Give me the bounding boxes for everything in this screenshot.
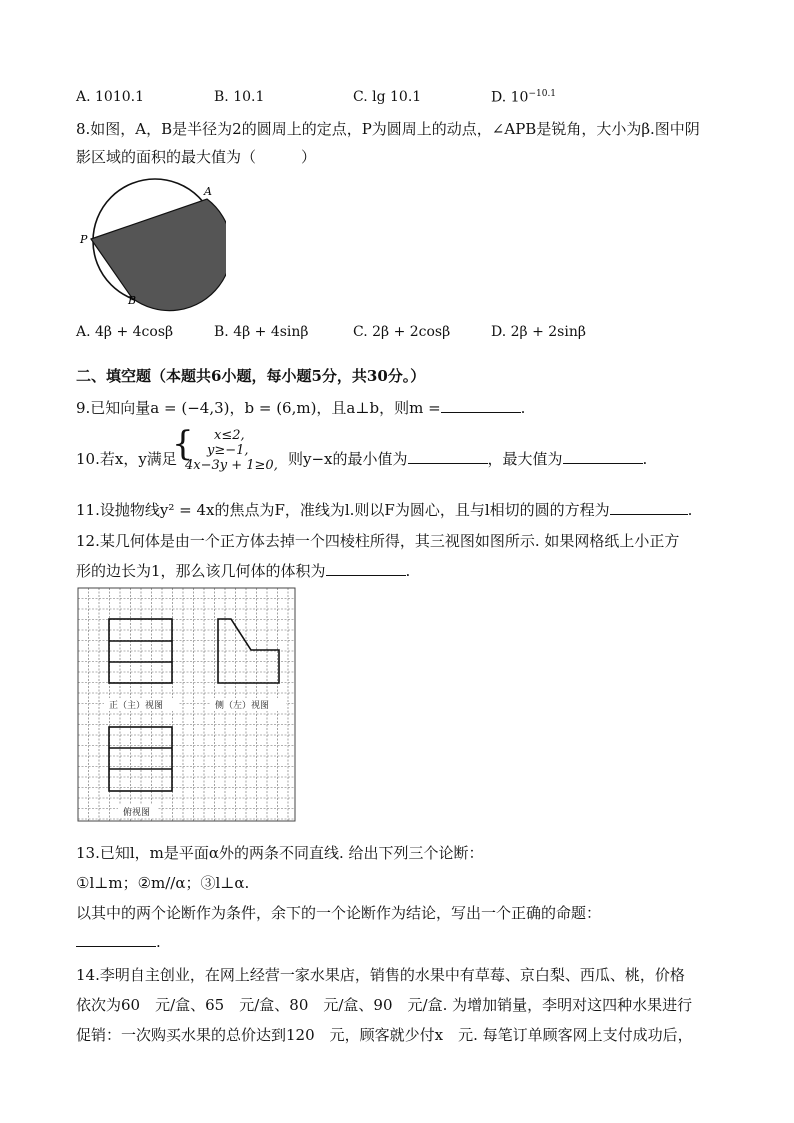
q12-top-view xyxy=(109,727,172,791)
q12-side-label: 侧（左）视图 xyxy=(215,701,270,711)
q8-label-p: P xyxy=(80,233,88,246)
section2-title: 二、填空题（本题共6小题，每小题5分，共30分。） xyxy=(76,367,426,385)
q13-line3: 以其中的两个论断作为条件，余下的一个论断作为结论，写出一个正确的命题： xyxy=(76,904,602,922)
q10-mid: 则y−x的最小值为 xyxy=(288,450,408,468)
q9 xyxy=(76,397,525,418)
q8-label-a: A xyxy=(204,185,212,198)
q11-answer-blank[interactable] xyxy=(610,500,688,515)
q10-brace: { xyxy=(172,424,194,464)
q7-option-b: B. 10.1 xyxy=(214,89,265,105)
q8-line2: 影区域的面积的最大值为（ ） xyxy=(76,148,317,166)
q12-top-label: 俯视图 xyxy=(123,808,151,818)
q14-line2: 依次为60 元/盒、65 元/盒、80 元/盒、90 元/盒. 为增加销量，李明对这四种水果进行 xyxy=(76,996,693,1014)
q8-option-a: A. 4β + 4cosβ xyxy=(76,324,174,340)
q13-end: . xyxy=(156,933,161,951)
q10-mid2: ，最大值为 xyxy=(487,450,563,468)
q13-answer-blank[interactable] xyxy=(76,932,156,947)
q10-cond3: 4x−3y + 1≥0, xyxy=(185,458,278,473)
q9-answer-blank[interactable] xyxy=(441,398,521,413)
q11-end: . xyxy=(687,501,693,519)
q13-line1: 13.已知l，m是平面α外的两条不同直线. 给出下列三个论断： xyxy=(76,844,484,862)
q11 xyxy=(76,499,692,520)
q12-text: 形的边长为1，那么该几何体的体积为 xyxy=(76,562,326,580)
q7-option-d-exponent: −10.1 xyxy=(528,89,557,99)
q12-front-label: 正（主）视图 xyxy=(109,701,164,711)
q12-line1: 12.某几何体是由一个正方体去掉一个四棱柱所得，其三视图如图所示. 如果网格纸上小正方 xyxy=(76,532,680,550)
q10-min-blank[interactable] xyxy=(408,449,488,464)
q10-cond1: x≤2, xyxy=(214,428,245,443)
q8-option-b: B. 4β + 4sinβ xyxy=(214,324,309,340)
q12-answer-blank[interactable] xyxy=(326,561,406,576)
q10-end: . xyxy=(642,450,648,468)
q10-max-blank[interactable] xyxy=(563,449,643,464)
q8-shaded-region xyxy=(91,199,226,311)
q10-cond2: y≥−1, xyxy=(207,443,249,458)
q7-option-d-label: D. 10 xyxy=(491,89,529,106)
q9-text: 9.已知向量a = (−4,3)，b = (6,m)，且a⊥b，则m = xyxy=(76,399,441,417)
q8-option-c: C. 2β + 2cosβ xyxy=(353,324,451,340)
q13-line2: ①l⊥m；②m//α；③l⊥α. xyxy=(76,874,250,892)
q14-line1: 14.李明自主创业，在网上经营一家水果店，销售的水果中有草莓、京白梨、西瓜、桃，价格 xyxy=(76,966,685,984)
q9-end: . xyxy=(520,399,526,417)
q12-line2 xyxy=(76,560,410,581)
q10-prefix: 10.若x，y满足 xyxy=(76,450,177,468)
q13-answer-line xyxy=(76,932,161,951)
q10-body xyxy=(288,448,647,469)
q7-option-c: C. lg 10.1 xyxy=(353,89,422,105)
q8-option-d: D. 2β + 2sinβ xyxy=(491,324,586,340)
q11-text: 11.设抛物线y² = 4x的焦点为F，准线为l.则以F为圆心，且与l相切的圆的方程为 xyxy=(76,501,610,519)
q8-label-b: B xyxy=(128,294,137,307)
q14-line3: 促销：一次购买水果的总价达到120 元，顾客就少付x 元. 每笔订单顾客网上支付成功后， xyxy=(76,1026,693,1044)
q7-option-d xyxy=(491,89,556,106)
q7-option-a: A. 1010.1 xyxy=(76,89,144,105)
q12-three-view-figure xyxy=(76,586,298,824)
q12-end: . xyxy=(405,562,411,580)
q8-line1: 8.如图，A，B是半径为2的圆周上的定点，P为圆周上的动点，∠APB是锐角，大小为β.图中阴 xyxy=(76,120,700,138)
q8-circle-figure xyxy=(76,172,226,312)
q12-side-view xyxy=(218,619,279,683)
